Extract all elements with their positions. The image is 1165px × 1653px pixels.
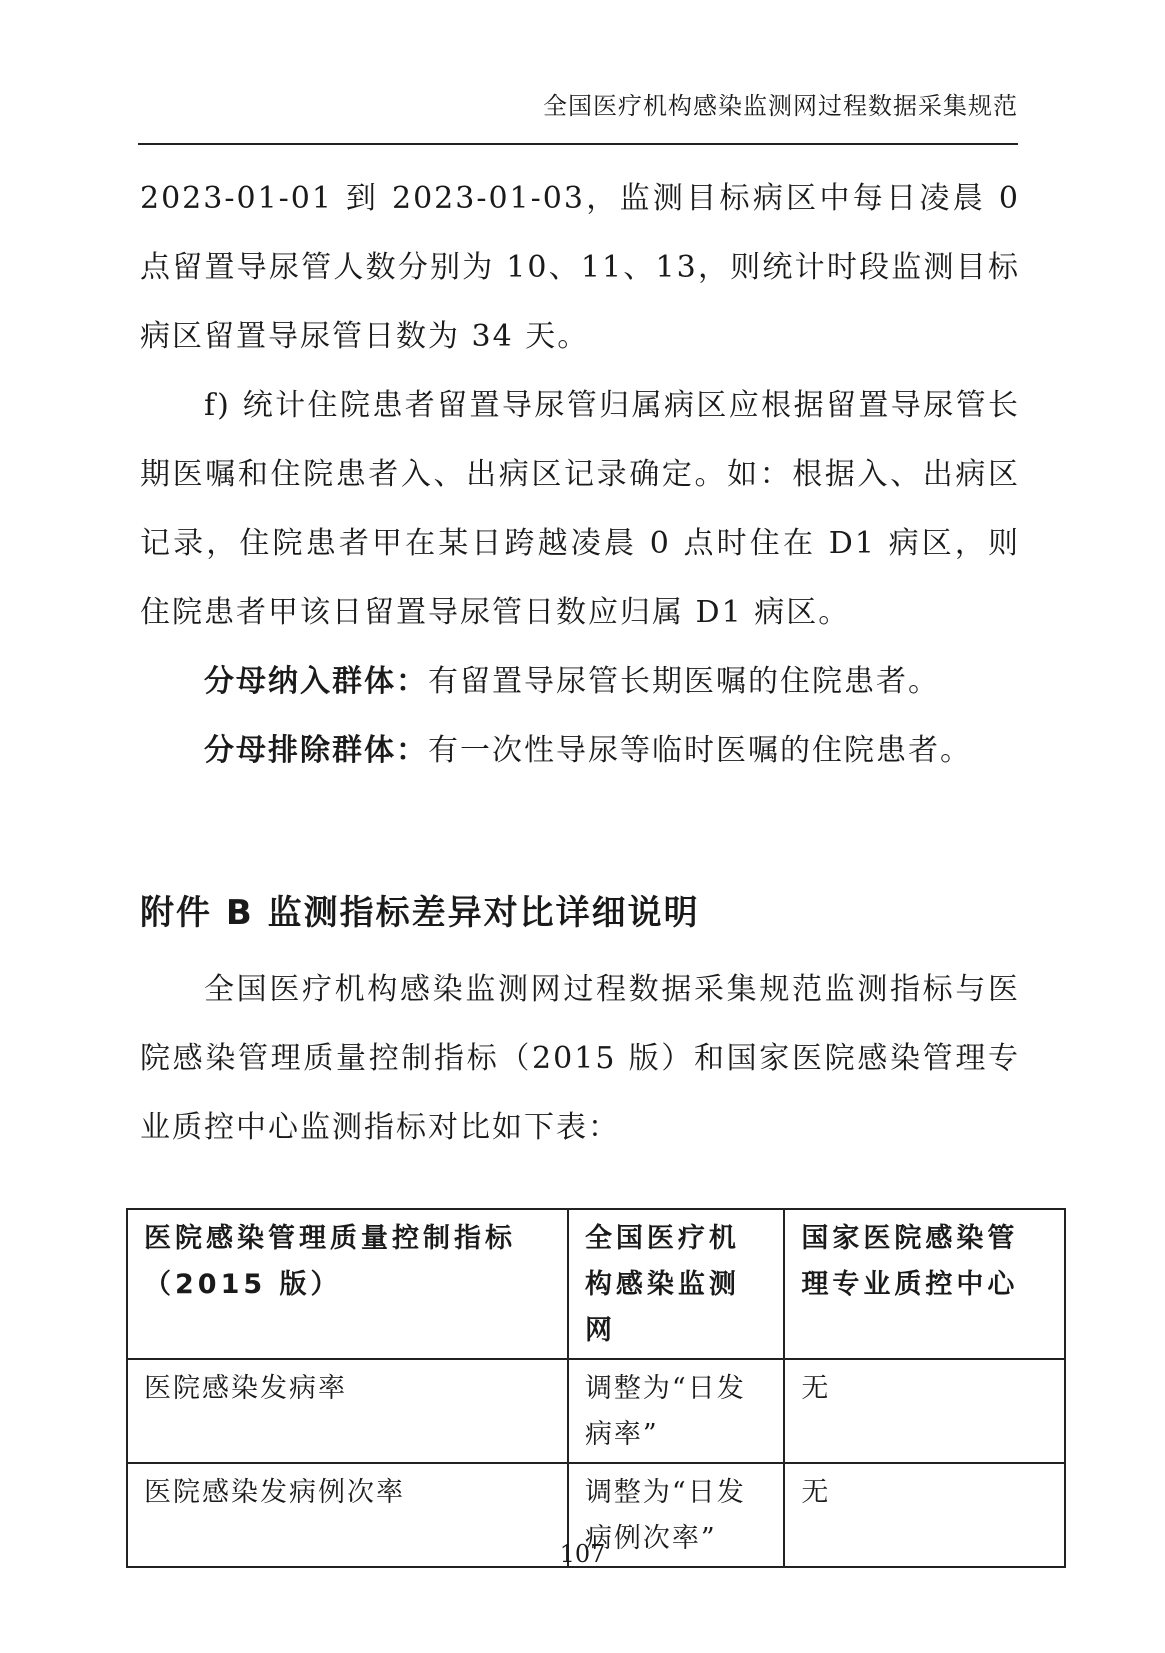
table-cell: 无 xyxy=(784,1359,1065,1463)
rule-f-paragraph: f) 统计住院患者留置导尿管归属病区应根据留置导尿管长期医嘱和住院患者入、出病区记录确定。如：根据入、出病区记录，住院患者甲在某日跨越凌晨 0 点时住在 D1 病区，则住院患者甲该日留置导尿管日数应归属 D1 病区。 xyxy=(140,388,1020,630)
table-cell: 调整为“日发病例次率” xyxy=(568,1463,784,1567)
page-content xyxy=(140,164,1020,1162)
denominator-exclude-text: 有一次性导尿等临时医嘱的住院患者。 xyxy=(428,733,972,768)
header-national-qc-center: 国家医院感染管理专业质控中心 xyxy=(784,1209,1065,1359)
table-cell: 调整为“日发病率” xyxy=(568,1359,784,1463)
header-quality-control-2015: 医院感染管理质量控制指标（2015 版） xyxy=(127,1209,568,1359)
running-header: 全国医疗机构感染监测网过程数据采集规范 xyxy=(543,92,1018,120)
table-cell: 医院感染发病例次率 xyxy=(127,1463,568,1567)
denominator-include-paragraph xyxy=(140,647,1020,716)
table-header-row xyxy=(127,1209,1065,1359)
appendix-b-intro: 全国医疗机构感染监测网过程数据采集规范监测指标与医院感染管理质量控制指标（2015 版）和国家医院感染管理专业质控中心监测指标对比如下表： xyxy=(140,972,1020,1145)
denominator-exclude-paragraph xyxy=(140,716,1020,785)
denominator-include-label: 分母纳入群体： xyxy=(204,664,428,699)
header-national-monitoring-network: 全国医疗机构感染监测网 xyxy=(568,1209,784,1359)
denominator-exclude-label: 分母排除群体： xyxy=(204,733,428,768)
table-row xyxy=(127,1359,1065,1463)
header-divider xyxy=(138,143,1018,145)
table-cell: 无 xyxy=(784,1463,1065,1567)
table-cell: 医院感染发病率 xyxy=(127,1359,568,1463)
appendix-b-heading: 附件 B 监测指标差异对比详细说明 xyxy=(140,893,700,933)
page-number: 107 xyxy=(559,1540,606,1568)
denominator-include-text: 有留置导尿管长期医嘱的住院患者。 xyxy=(428,664,940,699)
example-paragraph: 2023-01-01 到 2023-01-03，监测目标病区中每日凌晨 0 点留置导尿管人数分别为 10、11、13，则统计时段监测目标病区留置导尿管日数为 34 天。 xyxy=(140,181,1020,354)
indicator-comparison-table xyxy=(126,1208,1066,1568)
